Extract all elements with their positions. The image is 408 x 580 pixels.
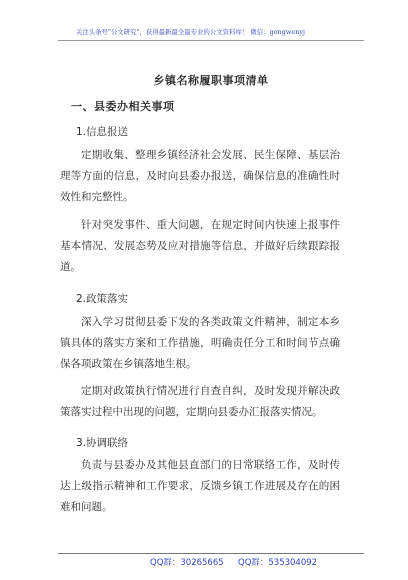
subheading-coordination: 3.协调联络 [76,437,129,449]
document-title: 乡镇名称履职事项清单 [153,74,269,87]
subheading-policy-implementation: 2.政策落实 [76,293,129,305]
subheading-info-reporting: 1.信息报送 [76,126,129,138]
footer-qq-group-1: QQ群：30265665 [150,558,224,568]
header-divider [58,40,364,41]
paragraph: 定期对政策执行情况进行自查自纠，及时发现并解决政策落实过程中出现的问题，定期向县委办汇报落实情况。 [60,385,340,418]
section-heading: 一、县委办相关事项 [71,100,175,113]
paragraph: 负责与县委办及其他县直部门的日常联络工作，及时传达上级指示精神和工作要求，反馈乡镇工作进展及存在的困难和问题。 [60,459,340,513]
paragraph: 深入学习贯彻县委下发的各类政策文件精神，制定本乡镇具体的落实方案和工作措施，明确责任分工和时间节点确保各项政策在乡镇落地生根。 [60,316,340,370]
paragraph: 针对突发事件、重大问题，在规定时间内快速上报事件基本情况、发展态势及应对措施等信息，并做好后续跟踪报道。 [60,219,340,273]
footer-qq-group-2: QQ群：535304092 [238,558,318,568]
footer-divider [58,553,364,554]
paragraph: 定期收集、整理乡镇经济社会发展、民生保障、基层治理等方面的信息，及时向县委办报送，确保信息的准确性时效性和完整性。 [60,149,340,203]
header-note: 关注头条号"公文研究"，获得最新最全最专业的公文资料库！ 微信：gongwenyj [76,29,306,36]
